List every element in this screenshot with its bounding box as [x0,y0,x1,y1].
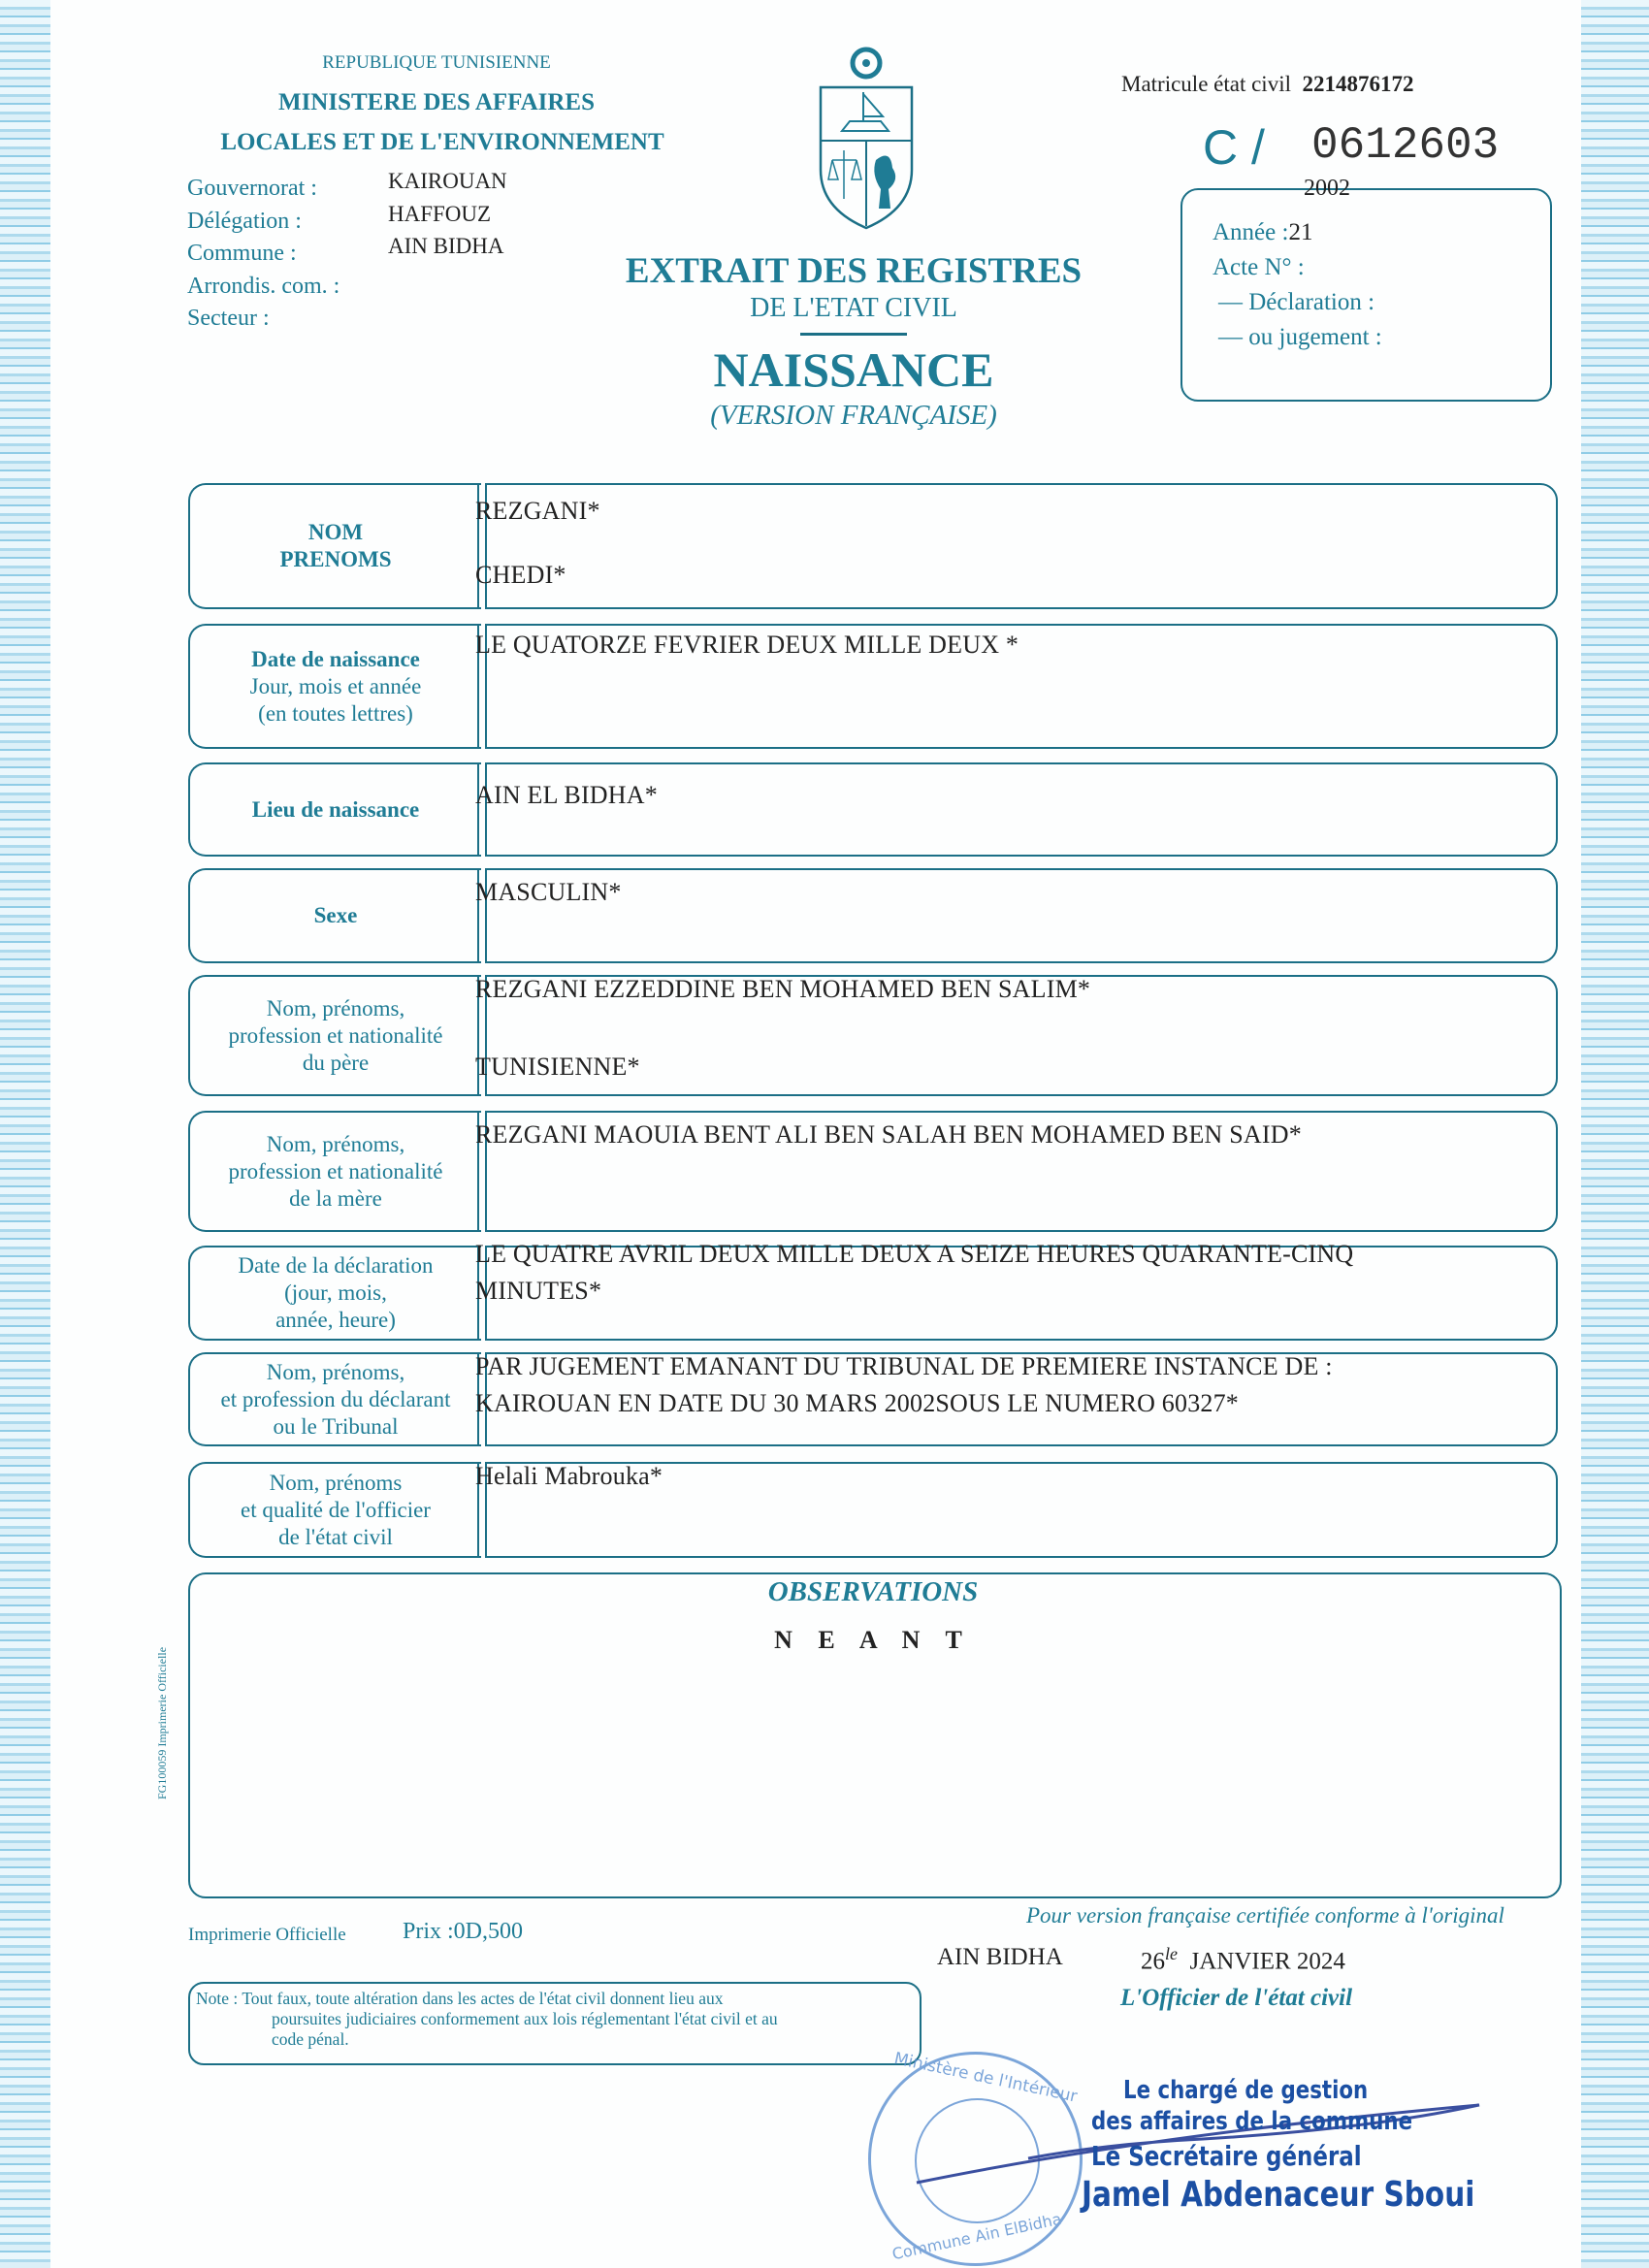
declaration-line1: LE QUATRE AVRIL DEUX MILLE DEUX A SEIZE HEURES QUARANTE-CINQ [475,1240,1354,1268]
location-labels [187,173,340,336]
label-line: de l'état civil [278,1524,393,1549]
label-line: de la mère [289,1185,382,1211]
serial-number: 0612603 [1311,120,1500,171]
label-line: profession et nationalité [228,1022,443,1048]
security-border-right [1581,0,1649,2268]
issue-place: AIN BIDHA [937,1944,1063,1970]
row-lieu-naissance [188,762,1558,857]
label-line: (jour, mois, [284,1280,387,1305]
declarant-line2: KAIROUAN EN DATE DU 30 MARS 2002SOUS LE NUMERO 60327* [475,1389,1240,1417]
note-line: code pénal. [272,2029,349,2049]
label-line: NOM [307,520,364,544]
label-line: Sexe [313,903,358,927]
coat-of-arms-emblem [813,44,920,233]
row-nom-prenoms [188,483,1558,609]
matricule-label: Matricule état civil [1121,72,1291,96]
signature-line3: Le Secrétaire général [1091,2140,1362,2172]
commune-label: Commune : [187,241,297,266]
row-value-box [485,483,1558,609]
matricule-value: 2214876172 [1302,72,1414,96]
declaration-label: — Déclaration : [1218,289,1375,315]
row-label [188,1111,481,1232]
row-officier [188,1462,1558,1558]
declarant-line1: PAR JUGEMENT EMANANT DU TRIBUNAL DE PREMIERE INSTANCE DE : [475,1352,1333,1380]
label-line: et qualité de l'officier [241,1497,431,1522]
title-naissance: NAISSANCE [713,342,994,397]
row-label [188,1246,481,1341]
note-line: poursuites judiciaires conformement aux lois réglementant l'état civil et au [272,2009,778,2028]
signature-line2: des affaires de la commune [1091,2107,1413,2136]
stamp-text-bottom: Commune Ain ElBidha [889,2209,1064,2264]
label-line: Date de la déclaration [238,1253,434,1278]
row-sexe [188,868,1558,963]
observations-value: N E A N T [774,1626,972,1654]
row-date-declaration [188,1240,1558,1341]
ministry-line1: MINISTERE DES AFFAIRES [277,89,595,115]
label-line: (en toutes lettres) [258,700,413,726]
arrondissement-label: Arrondis. com. : [187,273,340,299]
officer-title: L'Officier de l'état civil [1120,1985,1353,2011]
form-code: FG100059 Imprimerie Officielle [155,1646,169,1799]
row-label [188,868,481,963]
ministry-line2: LOCALES ET DE L'ENVIRONNEMENT [220,129,664,155]
serial-prefix: C / [1203,120,1265,175]
location-values [388,165,507,263]
date-day: 26 [1141,1948,1165,1975]
row-label [188,624,481,749]
lieu-naissance-value: AIN EL BIDHA* [475,781,658,809]
printer-label: Imprimerie Officielle [188,1925,346,1945]
issue-date [1141,1944,1345,1975]
label-line: Nom, prénoms [269,1470,403,1495]
nom-value: REZGANI* [475,497,600,525]
row-mere [188,1111,1558,1232]
label-line: profession et nationalité [228,1158,443,1183]
note-line: Tout faux, toute altération dans les actes de l'état civil donnent lieu aux [242,1989,724,2008]
prenom-value: CHEDI* [475,561,566,589]
annee-label: Année : [1212,219,1289,245]
row-value-box [485,868,1558,963]
row-label [188,1462,481,1558]
annee-value: 21 [1288,219,1313,245]
note-text [196,1989,914,2050]
delegation-label: Délégation : [187,208,302,234]
acte-labels [1212,215,1382,355]
secteur-label: Secteur : [187,306,270,331]
label-line: PRENOMS [279,547,392,571]
row-label [188,483,481,609]
date-sup: le [1165,1944,1178,1963]
observations-box [188,1572,1562,1898]
label-line: Nom, prénoms, [266,995,405,1021]
label-line: Nom, prénoms, [266,1359,405,1384]
row-label [188,1352,481,1446]
row-date-naissance [188,624,1558,749]
title-extrait: EXTRAIT DES REGISTRES [625,251,1083,291]
gouvernorat-label: Gouvernorat : [187,176,317,201]
acte-number-label: Acte N° : [1212,254,1305,280]
date-month-year: JANVIER 2024 [1189,1948,1345,1975]
label-line: Lieu de naissance [251,796,420,822]
delegation-value: HAFFOUZ [388,201,492,226]
row-label [188,975,481,1096]
label-line: année, heure) [275,1308,396,1332]
matricule [1121,72,1413,97]
row-declarant [188,1352,1558,1446]
row-label [188,762,481,857]
price-label: Prix :0D,500 [403,1919,524,1944]
date-naissance-value: LE QUATORZE FEVRIER DEUX MILLE DEUX * [475,631,1019,659]
label-line: Nom, prénoms, [266,1131,405,1156]
republic-label: REPUBLIQUE TUNISIENNE [322,52,551,73]
certified-statement: Pour version française certifiée conforme à l'original [1026,1903,1504,1928]
security-border-left [0,0,50,2268]
label-line: Jour, mois et année [249,673,422,698]
mere-value: REZGANI MAOUIA BENT ALI BEN SALAH BEN MOHAMED BEN SAID* [475,1120,1302,1149]
pere-name-value: REZGANI EZZEDDINE BEN MOHAMED BEN SALIM* [475,975,1091,1003]
acte-year: 2002 [1304,176,1350,201]
declaration-line2: MINUTES* [475,1277,602,1305]
title-etat-civil: DE L'ETAT CIVIL [750,293,957,323]
row-pere [188,975,1558,1096]
officier-value: Helali Mabrouka* [475,1462,663,1490]
label-line: et profession du déclarant [220,1386,451,1411]
label-line: ou le Tribunal [273,1413,399,1439]
title-version: (VERSION FRANÇAISE) [710,400,997,431]
pere-nationalite-value: TUNISIENNE* [475,1053,640,1081]
stamp-text-top: Ministère de l'Intérieur [892,2049,1080,2107]
label-line: du père [302,1050,370,1075]
commune-value: AIN BIDHA [388,234,504,258]
title-divider [800,333,907,336]
label-line: Date de naissance [251,646,420,671]
note-label: Note : [196,1989,239,2008]
observations-label: OBSERVATIONS [767,1576,979,1607]
sexe-value: MASCULIN* [475,878,622,906]
jugement-label: — ou jugement : [1218,324,1382,350]
gouvernorat-value: KAIROUAN [388,169,507,193]
signature-name: Jamel Abdenaceur Sboui [1082,2175,1475,2215]
signature-line1: Le chargé de gestion [1123,2076,1369,2105]
